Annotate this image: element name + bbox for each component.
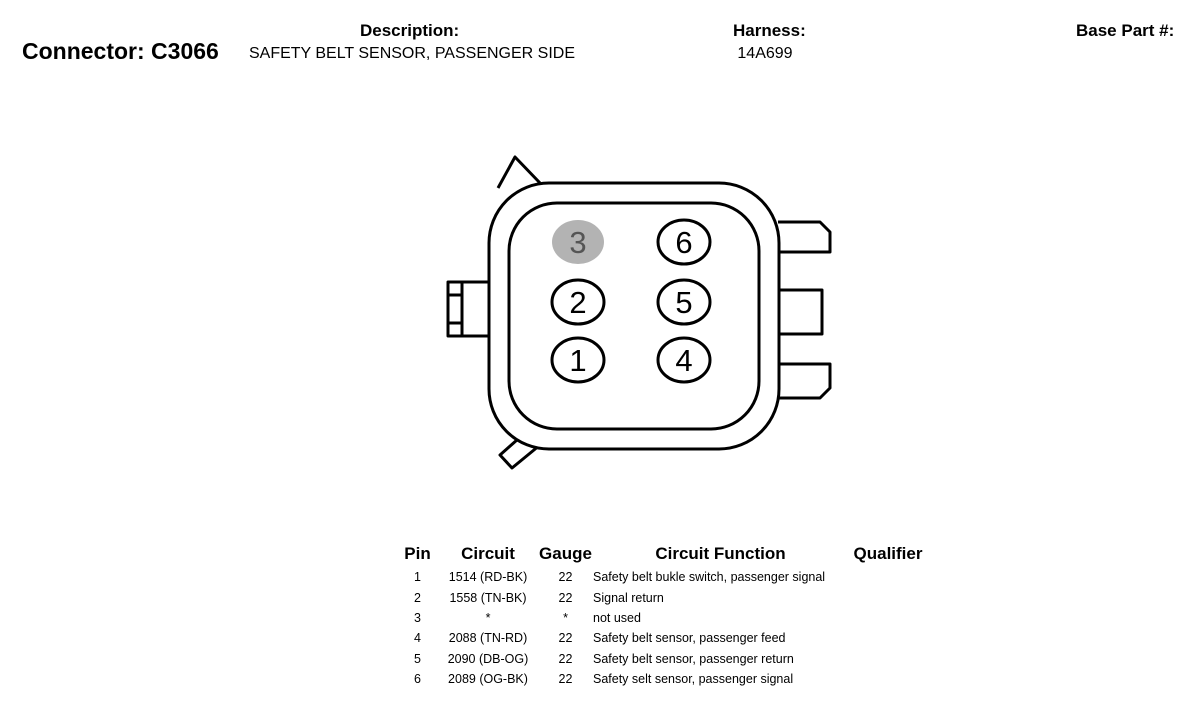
cell-circuit: 1558 (TN-BK)	[449, 590, 527, 605]
table-row	[397, 669, 928, 689]
cell-qualifier	[848, 587, 928, 607]
pin-cavity-2	[552, 280, 604, 324]
pin-label: 2	[569, 285, 587, 320]
cell-circuit: *	[485, 610, 491, 625]
table-row	[397, 587, 928, 607]
cell-pin: 4	[414, 631, 421, 646]
connector-title: Connector: C3066	[22, 38, 219, 64]
cell-function: not used	[593, 610, 641, 625]
header-function: Circuit Function	[655, 544, 786, 563]
pin-cavity-6	[658, 220, 710, 264]
right-tab-middle	[778, 290, 822, 334]
right-tab-top	[778, 222, 830, 252]
harness-value: 14A699	[737, 45, 793, 62]
pin-cavity-4	[658, 338, 710, 382]
cell-pin: 3	[414, 610, 421, 625]
cell-qualifier	[848, 649, 928, 669]
pin-cavity-5	[658, 280, 710, 324]
header-circuit: Circuit	[461, 544, 515, 563]
cell-gauge: *	[563, 610, 568, 625]
cell-gauge: 22	[558, 672, 573, 687]
harness-label: Harness:	[733, 21, 806, 40]
cell-qualifier	[848, 669, 928, 689]
cell-gauge: 22	[558, 590, 573, 605]
right-tab-bottom	[778, 364, 830, 398]
pin-cavity-1	[552, 338, 604, 382]
cell-pin: 2	[414, 590, 421, 605]
cell-pin: 6	[414, 672, 421, 687]
pin-label: 6	[675, 225, 693, 260]
cell-qualifier	[848, 628, 928, 648]
cell-circuit: 1514 (RD-BK)	[448, 570, 528, 585]
pin-label: 4	[675, 343, 693, 378]
cell-circuit: 2089 (OG-BK)	[448, 672, 528, 687]
cell-function: Safety belt sensor, passenger return	[593, 651, 794, 666]
cell-gauge: 22	[558, 651, 573, 666]
pin-table	[397, 544, 928, 689]
cell-gauge: 22	[558, 570, 573, 585]
base-part-label: Base Part #:	[1076, 21, 1175, 40]
cell-function: Safety belt bukle switch, passenger signal	[593, 570, 826, 585]
cell-qualifier	[848, 608, 928, 628]
cell-circuit: 2090 (DB-OG)	[447, 651, 529, 666]
header-pin: Pin	[404, 544, 431, 563]
table-row	[397, 567, 928, 587]
connector-housing-inner	[509, 203, 759, 429]
pin-cavity-3	[552, 220, 604, 264]
cell-function: Signal return	[593, 590, 664, 605]
cell-pin: 5	[414, 651, 421, 666]
cell-gauge: 22	[558, 631, 573, 646]
table-row	[397, 628, 928, 648]
cell-function: Safety belt sensor, passenger feed	[593, 631, 786, 646]
cell-pin: 1	[414, 570, 421, 585]
cell-qualifier	[848, 567, 928, 587]
cell-circuit: 2088 (TN-RD)	[448, 631, 528, 646]
header-qualifier: Qualifier	[853, 544, 923, 563]
pin-label: 1	[569, 343, 587, 378]
left-key-block	[448, 282, 489, 336]
header-gauge: Gauge	[539, 544, 592, 563]
pin-label: 3	[569, 225, 587, 260]
table-header-row	[397, 544, 928, 567]
description-label: Description:	[360, 21, 460, 40]
pin-label: 5	[675, 285, 693, 320]
table-row	[397, 608, 928, 628]
description-value: SAFETY BELT SENSOR, PASSENGER SIDE	[248, 45, 576, 62]
table-row	[397, 649, 928, 669]
cell-function: Safety selt sensor, passenger signal	[593, 672, 794, 687]
